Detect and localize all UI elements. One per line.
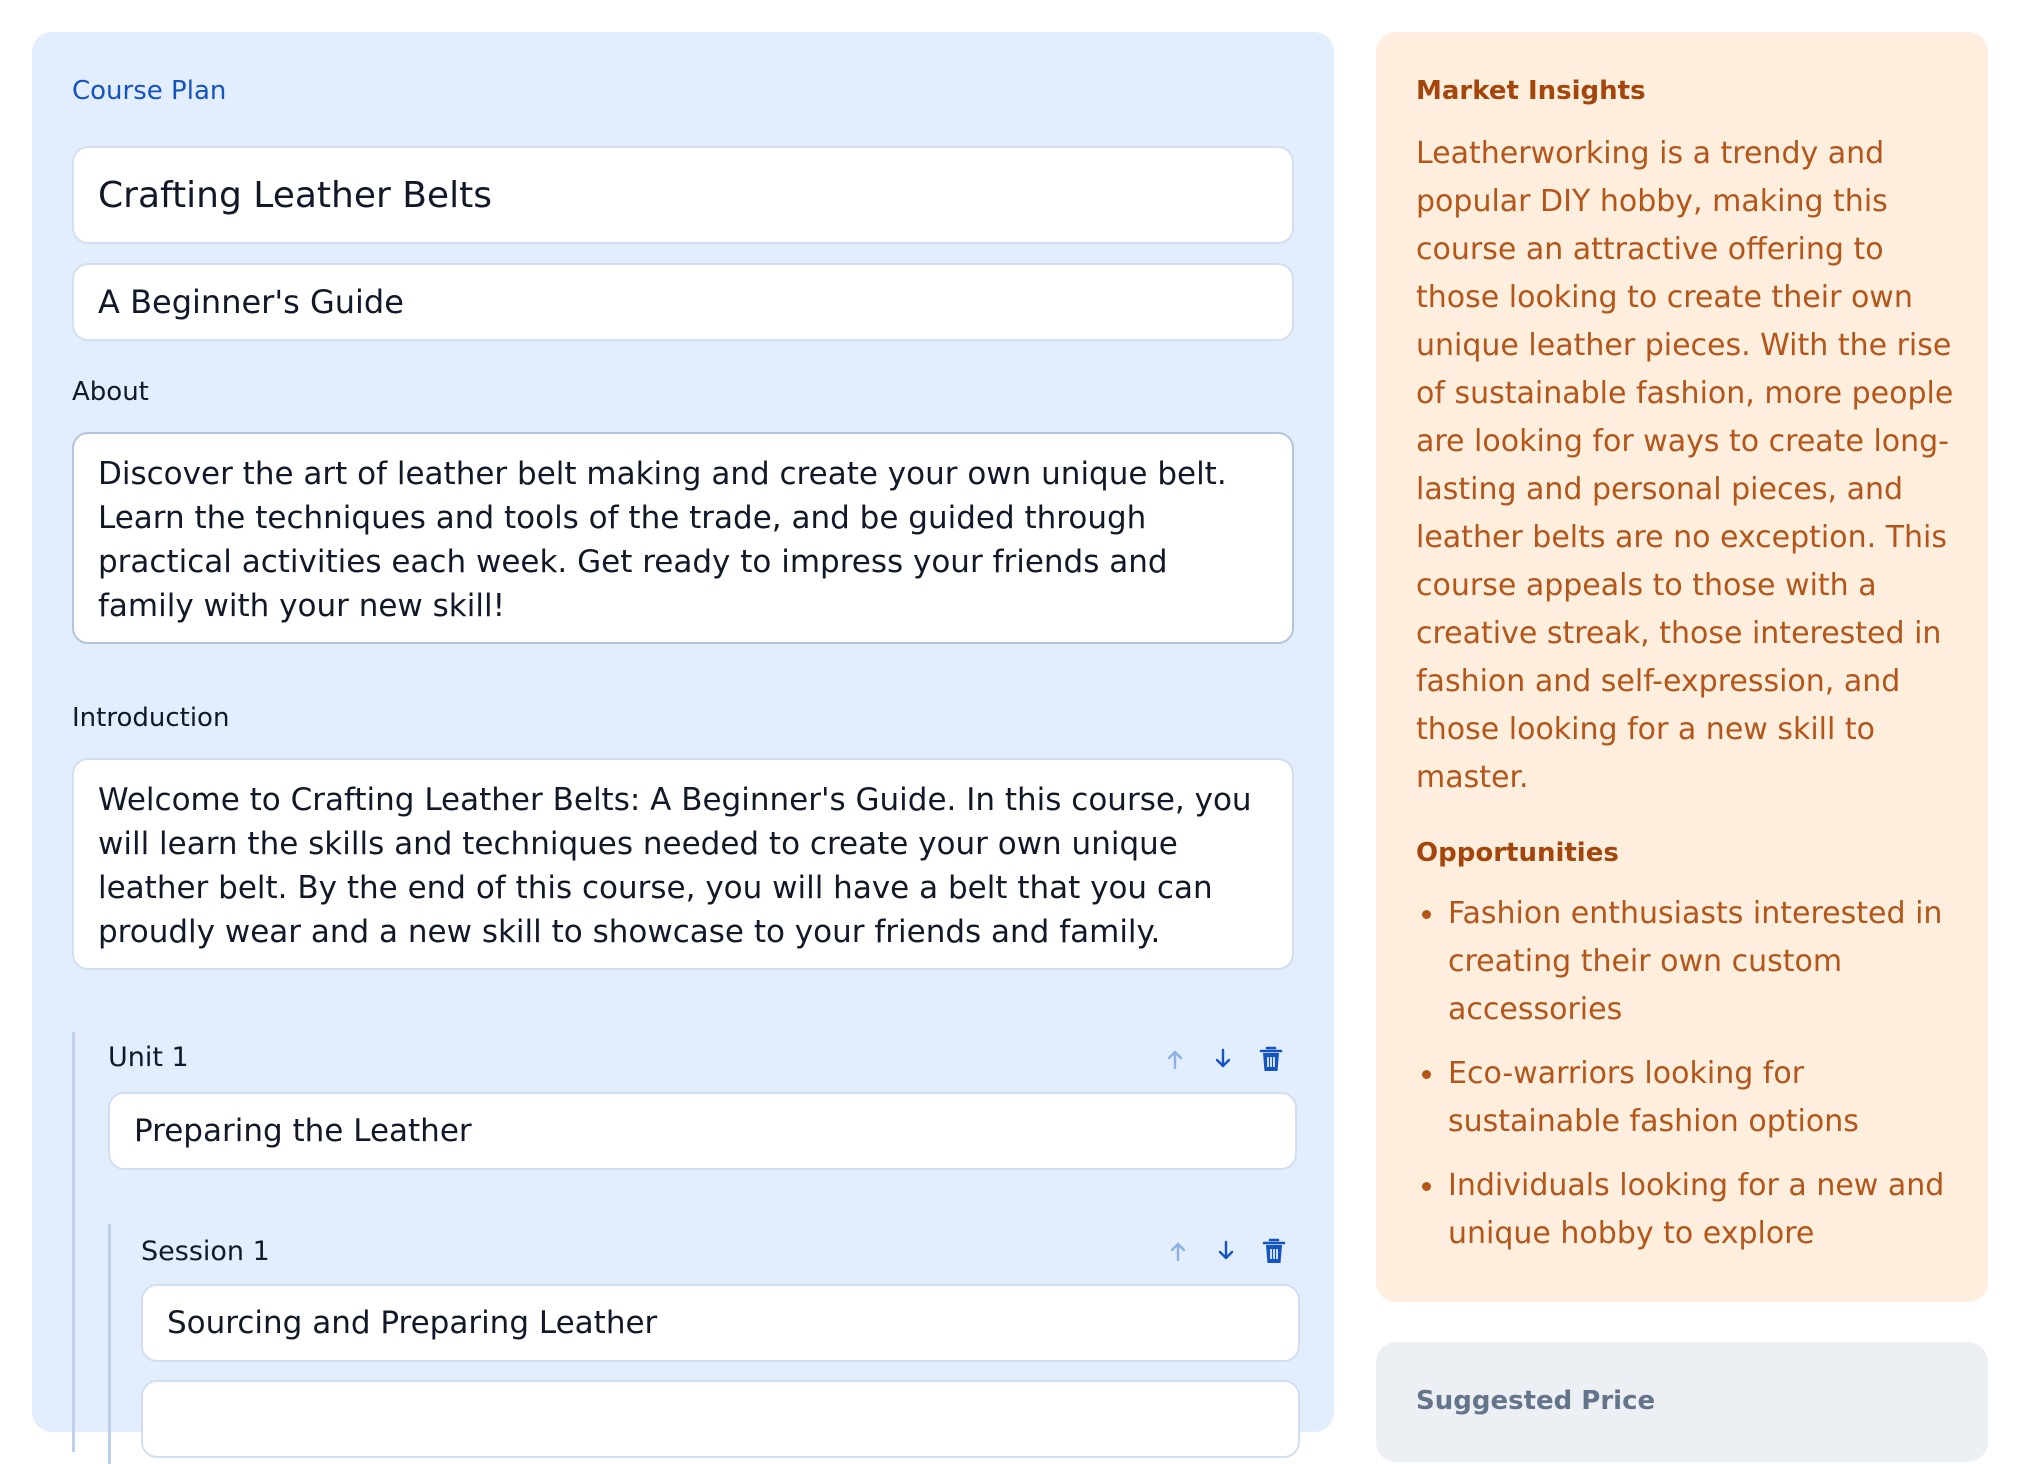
about-textarea[interactable] (72, 432, 1294, 644)
introduction-textarea[interactable] (72, 758, 1294, 970)
session-move-down-button[interactable] (1213, 1236, 1239, 1266)
opportunities-list (1416, 890, 1956, 1274)
opportunities-heading: Opportunities (1416, 838, 1619, 868)
session-delete-button[interactable] (1261, 1236, 1287, 1266)
course-title-input[interactable] (72, 146, 1294, 244)
unit-controls (1162, 1044, 1284, 1074)
trash-icon (1259, 1045, 1283, 1073)
session-title-value: Sourcing and Preparing Leather (167, 1305, 658, 1341)
session-label: Session 1 (141, 1236, 270, 1267)
course-subtitle-value: A Beginner's Guide (98, 283, 404, 321)
unit-delete-button[interactable] (1258, 1044, 1284, 1074)
course-subtitle-input[interactable] (72, 263, 1294, 341)
session-title-input[interactable] (141, 1284, 1300, 1362)
unit-move-up-button[interactable] (1162, 1044, 1188, 1074)
bullet-icon (1422, 1182, 1431, 1191)
arrow-up-icon (1165, 1047, 1185, 1071)
opportunity-text: Fashion enthusiasts interested in creating their own custom accessories (1448, 896, 1943, 1027)
opportunity-text: Individuals looking for a new and unique hobby to explore (1448, 1168, 1945, 1251)
bullet-icon (1422, 910, 1431, 919)
list-item (1416, 1162, 1956, 1258)
introduction-label: Introduction (72, 703, 230, 733)
session-block (108, 1224, 1297, 1464)
unit-label: Unit 1 (108, 1042, 189, 1073)
about-label: About (72, 377, 149, 407)
list-item (1416, 890, 1956, 1034)
about-text: Discover the art of leather belt making and create your own unique belt. Learn the techniques and tools of the trade, and be guided through practical activities each week. Get ready to impress your friends and family with your new skill! (98, 456, 1227, 624)
unit-title-value: Preparing the Leather (134, 1113, 472, 1149)
session-controls (1165, 1236, 1287, 1266)
market-insights-text: Leatherworking is a trendy and popular DIY hobby, making this course an attractive offering to those looking to create their own unique leather pieces. With the rise of sustainable fashion, more people are looking for ways to create long-lasting and personal pieces, and leather belts are no exception. This course appeals to those with a creative streak, those interested in fashion and self-expression, and those looking for a new skill to master. (1416, 136, 1954, 795)
opportunity-text: Eco-warriors looking for sustainable fashion options (1448, 1056, 1859, 1139)
trash-icon (1262, 1237, 1286, 1265)
unit-title-input[interactable] (108, 1092, 1297, 1170)
market-insights-heading: Market Insights (1416, 76, 1646, 106)
course-plan-label: Course Plan (72, 76, 227, 106)
session-move-up-button[interactable] (1165, 1236, 1191, 1266)
market-insights-panel (1376, 32, 1988, 1302)
arrow-down-icon (1213, 1047, 1233, 1071)
unit-block (72, 1032, 1294, 1452)
arrow-down-icon (1216, 1239, 1236, 1263)
introduction-text: Welcome to Crafting Leather Belts: A Beginner's Guide. In this course, you will learn the skills and techniques needed to create your own unique leather belt. By the end of this course, you will have a belt that you can proudly wear and a new skill to showcase to your friends and family. (98, 782, 1252, 950)
unit-move-down-button[interactable] (1210, 1044, 1236, 1074)
arrow-up-icon (1168, 1239, 1188, 1263)
course-plan-panel (32, 32, 1334, 1432)
list-item (1416, 1050, 1956, 1146)
bullet-icon (1422, 1070, 1431, 1079)
course-title-value: Crafting Leather Belts (98, 174, 492, 216)
suggested-price-panel (1376, 1342, 1988, 1462)
session-next-input[interactable] (141, 1380, 1300, 1458)
suggested-price-label: Suggested Price (1416, 1386, 1656, 1416)
